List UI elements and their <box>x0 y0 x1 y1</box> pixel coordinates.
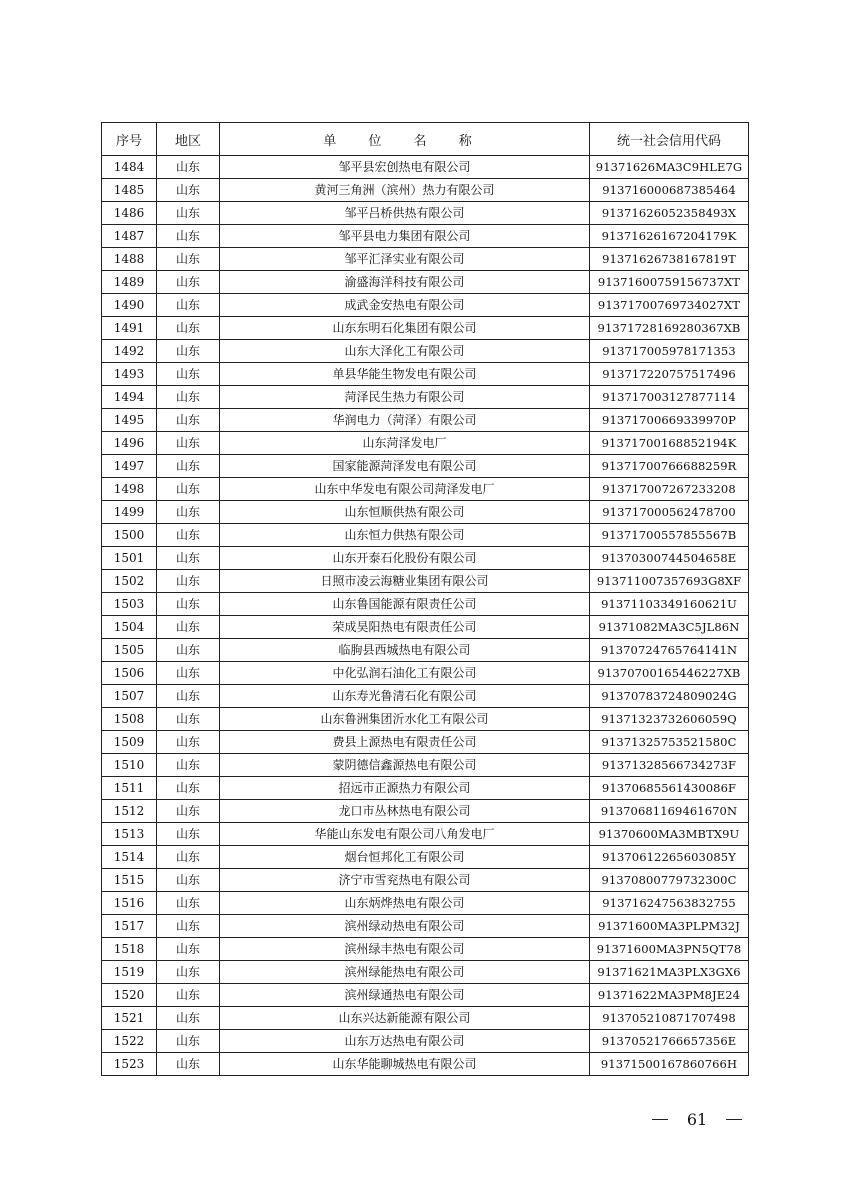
header-serial-number: 序号 <box>102 123 157 156</box>
table-body <box>102 156 749 1076</box>
cell-region: 山东 <box>157 156 220 179</box>
cell-credit-code: 913716247563832755 <box>590 892 749 915</box>
cell-serial-number: 1521 <box>102 1007 157 1030</box>
table-row <box>102 754 749 777</box>
cell-region: 山东 <box>157 248 220 271</box>
table-row <box>102 1030 749 1053</box>
dash-right <box>726 1119 742 1120</box>
table-row <box>102 248 749 271</box>
cell-region: 山东 <box>157 1053 220 1076</box>
cell-serial-number: 1517 <box>102 915 157 938</box>
cell-serial-number: 1514 <box>102 846 157 869</box>
cell-region: 山东 <box>157 731 220 754</box>
cell-credit-code: 91370600MA3MBTX9U <box>590 823 749 846</box>
cell-credit-code: 91371622MA3PM8JE24 <box>590 984 749 1007</box>
cell-region: 山东 <box>157 478 220 501</box>
cell-credit-code: 91370521766657356E <box>590 1030 749 1053</box>
cell-region: 山东 <box>157 455 220 478</box>
cell-region: 山东 <box>157 616 220 639</box>
cell-unit-name: 华润电力（菏泽）有限公司 <box>220 409 590 432</box>
cell-region: 山东 <box>157 777 220 800</box>
cell-credit-code: 91371700168852194K <box>590 432 749 455</box>
cell-credit-code: 913717000562478700 <box>590 501 749 524</box>
header-region: 地区 <box>157 123 220 156</box>
cell-region: 山东 <box>157 800 220 823</box>
cell-unit-name: 山东寿光鲁清石化有限公司 <box>220 685 590 708</box>
table-row <box>102 524 749 547</box>
cell-unit-name: 山东万达热电有限公司 <box>220 1030 590 1053</box>
cell-region: 山东 <box>157 662 220 685</box>
cell-region: 山东 <box>157 225 220 248</box>
cell-region: 山东 <box>157 846 220 869</box>
cell-unit-name: 蒙阴德信鑫源热电有限公司 <box>220 754 590 777</box>
cell-unit-name: 滨州绿通热电有限公司 <box>220 984 590 1007</box>
cell-credit-code: 913717005978171353 <box>590 340 749 363</box>
table-row <box>102 1053 749 1076</box>
cell-serial-number: 1520 <box>102 984 157 1007</box>
cell-region: 山东 <box>157 524 220 547</box>
cell-serial-number: 1490 <box>102 294 157 317</box>
cell-serial-number: 1497 <box>102 455 157 478</box>
cell-region: 山东 <box>157 593 220 616</box>
enterprise-registry-table <box>101 122 749 1076</box>
cell-credit-code: 91371500167860766H <box>590 1053 749 1076</box>
cell-serial-number: 1489 <box>102 271 157 294</box>
cell-serial-number: 1522 <box>102 1030 157 1053</box>
cell-serial-number: 1498 <box>102 478 157 501</box>
cell-serial-number: 1523 <box>102 1053 157 1076</box>
cell-unit-name: 费县上源热电有限责任公司 <box>220 731 590 754</box>
cell-unit-name: 山东开泰石化股份有限公司 <box>220 547 590 570</box>
cell-serial-number: 1510 <box>102 754 157 777</box>
table-row <box>102 340 749 363</box>
cell-region: 山东 <box>157 340 220 363</box>
page-footer <box>652 1110 742 1129</box>
cell-serial-number: 1494 <box>102 386 157 409</box>
table-row <box>102 616 749 639</box>
cell-serial-number: 1500 <box>102 524 157 547</box>
cell-credit-code: 91371626167204179K <box>590 225 749 248</box>
cell-credit-code: 91371700557855567B <box>590 524 749 547</box>
cell-unit-name: 山东中华发电有限公司菏泽发电厂 <box>220 478 590 501</box>
cell-credit-code: 91370300744504658E <box>590 547 749 570</box>
table-row <box>102 869 749 892</box>
cell-serial-number: 1499 <box>102 501 157 524</box>
table-row <box>102 202 749 225</box>
cell-unit-name: 邹平汇泽实业有限公司 <box>220 248 590 271</box>
cell-credit-code: 91370800779732300C <box>590 869 749 892</box>
table-row <box>102 478 749 501</box>
cell-serial-number: 1512 <box>102 800 157 823</box>
cell-region: 山东 <box>157 1007 220 1030</box>
table-row <box>102 225 749 248</box>
cell-unit-name: 山东炳烨热电有限公司 <box>220 892 590 915</box>
cell-unit-name: 邹平县宏创热电有限公司 <box>220 156 590 179</box>
cell-unit-name: 烟台恒邦化工有限公司 <box>220 846 590 869</box>
cell-unit-name: 山东鲁洲集团沂水化工有限公司 <box>220 708 590 731</box>
cell-region: 山东 <box>157 547 220 570</box>
cell-serial-number: 1496 <box>102 432 157 455</box>
cell-unit-name: 渝盛海洋科技有限公司 <box>220 271 590 294</box>
cell-unit-name: 荣成昊阳热电有限责任公司 <box>220 616 590 639</box>
table-row <box>102 892 749 915</box>
cell-unit-name: 华能山东发电有限公司八角发电厂 <box>220 823 590 846</box>
table-row <box>102 317 749 340</box>
cell-serial-number: 1507 <box>102 685 157 708</box>
dash-left <box>652 1119 668 1120</box>
cell-serial-number: 1506 <box>102 662 157 685</box>
cell-unit-name: 邹平吕桥供热有限公司 <box>220 202 590 225</box>
cell-unit-name: 滨州绿能热电有限公司 <box>220 961 590 984</box>
cell-serial-number: 1487 <box>102 225 157 248</box>
cell-region: 山东 <box>157 685 220 708</box>
cell-serial-number: 1484 <box>102 156 157 179</box>
cell-serial-number: 1495 <box>102 409 157 432</box>
cell-credit-code: 91371600759156737XT <box>590 271 749 294</box>
cell-region: 山东 <box>157 708 220 731</box>
cell-region: 山东 <box>157 938 220 961</box>
cell-credit-code: 91371700766688259R <box>590 455 749 478</box>
cell-region: 山东 <box>157 432 220 455</box>
cell-region: 山东 <box>157 869 220 892</box>
table-row <box>102 662 749 685</box>
cell-credit-code: 91370724765764141N <box>590 639 749 662</box>
cell-region: 山东 <box>157 1030 220 1053</box>
cell-unit-name: 山东鲁国能源有限责任公司 <box>220 593 590 616</box>
cell-credit-code: 91371700669339970P <box>590 409 749 432</box>
cell-serial-number: 1493 <box>102 363 157 386</box>
cell-credit-code: 91371728169280367XB <box>590 317 749 340</box>
table-row <box>102 547 749 570</box>
cell-region: 山东 <box>157 317 220 340</box>
cell-unit-name: 单县华能生物发电有限公司 <box>220 363 590 386</box>
table-row <box>102 984 749 1007</box>
table-row <box>102 846 749 869</box>
cell-serial-number: 1501 <box>102 547 157 570</box>
cell-unit-name: 邹平县电力集团有限公司 <box>220 225 590 248</box>
cell-unit-name: 日照市凌云海糖业集团有限公司 <box>220 570 590 593</box>
table-row <box>102 593 749 616</box>
cell-region: 山东 <box>157 271 220 294</box>
table-row <box>102 294 749 317</box>
cell-unit-name: 山东东明石化集团有限公司 <box>220 317 590 340</box>
cell-serial-number: 1509 <box>102 731 157 754</box>
cell-serial-number: 1516 <box>102 892 157 915</box>
table-row <box>102 800 749 823</box>
table-row <box>102 915 749 938</box>
table-row <box>102 708 749 731</box>
cell-credit-code: 91371103349160621U <box>590 593 749 616</box>
cell-serial-number: 1513 <box>102 823 157 846</box>
cell-unit-name: 山东华能聊城热电有限公司 <box>220 1053 590 1076</box>
cell-credit-code: 913705210871707498 <box>590 1007 749 1030</box>
cell-credit-code: 91371600MA3PN5QT78 <box>590 938 749 961</box>
cell-serial-number: 1515 <box>102 869 157 892</box>
cell-region: 山东 <box>157 501 220 524</box>
table-row <box>102 570 749 593</box>
cell-unit-name: 黄河三角洲（滨州）热力有限公司 <box>220 179 590 202</box>
cell-credit-code: 91371325753521580C <box>590 731 749 754</box>
cell-region: 山东 <box>157 202 220 225</box>
cell-unit-name: 成武金安热电有限公司 <box>220 294 590 317</box>
table-row <box>102 386 749 409</box>
cell-unit-name: 滨州绿丰热电有限公司 <box>220 938 590 961</box>
cell-unit-name: 济宁市雪兖热电有限公司 <box>220 869 590 892</box>
table-row <box>102 501 749 524</box>
table-row <box>102 363 749 386</box>
table-row <box>102 271 749 294</box>
cell-credit-code: 913716000687385464 <box>590 179 749 202</box>
cell-credit-code: 91370700165446227XB <box>590 662 749 685</box>
cell-serial-number: 1504 <box>102 616 157 639</box>
cell-credit-code: 91371626MA3C9HLE7G <box>590 156 749 179</box>
table-row <box>102 685 749 708</box>
cell-region: 山东 <box>157 754 220 777</box>
cell-unit-name: 国家能源菏泽发电有限公司 <box>220 455 590 478</box>
cell-credit-code: 91370612265603085Y <box>590 846 749 869</box>
cell-credit-code: 913717003127877114 <box>590 386 749 409</box>
table-row <box>102 432 749 455</box>
table-row <box>102 455 749 478</box>
cell-region: 山东 <box>157 639 220 662</box>
header-credit-code: 统一社会信用代码 <box>590 123 749 156</box>
table-row <box>102 938 749 961</box>
cell-region: 山东 <box>157 409 220 432</box>
cell-credit-code: 91370681169461670N <box>590 800 749 823</box>
cell-credit-code: 91371626738167819T <box>590 248 749 271</box>
cell-region: 山东 <box>157 363 220 386</box>
cell-unit-name: 山东恒力供热有限公司 <box>220 524 590 547</box>
cell-region: 山东 <box>157 823 220 846</box>
cell-serial-number: 1488 <box>102 248 157 271</box>
cell-credit-code: 91371700769734027XT <box>590 294 749 317</box>
table-row <box>102 409 749 432</box>
cell-credit-code: 91370783724809024G <box>590 685 749 708</box>
header-row <box>102 123 749 156</box>
cell-credit-code: 91371082MA3C5JL86N <box>590 616 749 639</box>
cell-unit-name: 山东兴达新能源有限公司 <box>220 1007 590 1030</box>
cell-region: 山东 <box>157 984 220 1007</box>
cell-region: 山东 <box>157 915 220 938</box>
cell-region: 山东 <box>157 892 220 915</box>
table-row <box>102 731 749 754</box>
cell-region: 山东 <box>157 179 220 202</box>
cell-serial-number: 1491 <box>102 317 157 340</box>
cell-serial-number: 1486 <box>102 202 157 225</box>
page-number: 61 <box>686 1110 708 1129</box>
header-unit-name: 单 位 名 称 <box>220 123 590 156</box>
cell-unit-name: 临朐县西城热电有限公司 <box>220 639 590 662</box>
cell-serial-number: 1511 <box>102 777 157 800</box>
table-header <box>102 123 749 156</box>
cell-serial-number: 1503 <box>102 593 157 616</box>
cell-unit-name: 中化弘润石油化工有限公司 <box>220 662 590 685</box>
cell-unit-name: 招远市正源热力有限公司 <box>220 777 590 800</box>
cell-unit-name: 菏泽民生热力有限公司 <box>220 386 590 409</box>
cell-region: 山东 <box>157 386 220 409</box>
cell-unit-name: 山东菏泽发电厂 <box>220 432 590 455</box>
cell-region: 山东 <box>157 294 220 317</box>
cell-credit-code: 91371600MA3PLPM32J <box>590 915 749 938</box>
cell-serial-number: 1508 <box>102 708 157 731</box>
cell-region: 山东 <box>157 961 220 984</box>
cell-credit-code: 913711007357693G8XF <box>590 570 749 593</box>
table-row <box>102 179 749 202</box>
cell-unit-name: 山东大泽化工有限公司 <box>220 340 590 363</box>
table-row <box>102 823 749 846</box>
table-row <box>102 1007 749 1030</box>
table-row <box>102 639 749 662</box>
cell-credit-code: 913717007267233208 <box>590 478 749 501</box>
cell-region: 山东 <box>157 570 220 593</box>
cell-unit-name: 山东恒顺供热有限公司 <box>220 501 590 524</box>
cell-serial-number: 1492 <box>102 340 157 363</box>
cell-serial-number: 1502 <box>102 570 157 593</box>
cell-serial-number: 1505 <box>102 639 157 662</box>
cell-serial-number: 1485 <box>102 179 157 202</box>
cell-credit-code: 91370685561430086F <box>590 777 749 800</box>
table-row <box>102 961 749 984</box>
table-row <box>102 156 749 179</box>
cell-credit-code: 91371328566734273F <box>590 754 749 777</box>
cell-credit-code: 91371626052358493X <box>590 202 749 225</box>
cell-credit-code: 913717220757517496 <box>590 363 749 386</box>
cell-credit-code: 91371323732606059Q <box>590 708 749 731</box>
cell-credit-code: 91371621MA3PLX3GX6 <box>590 961 749 984</box>
cell-serial-number: 1518 <box>102 938 157 961</box>
cell-unit-name: 龙口市丛林热电有限公司 <box>220 800 590 823</box>
table-row <box>102 777 749 800</box>
cell-serial-number: 1519 <box>102 961 157 984</box>
cell-unit-name: 滨州绿动热电有限公司 <box>220 915 590 938</box>
